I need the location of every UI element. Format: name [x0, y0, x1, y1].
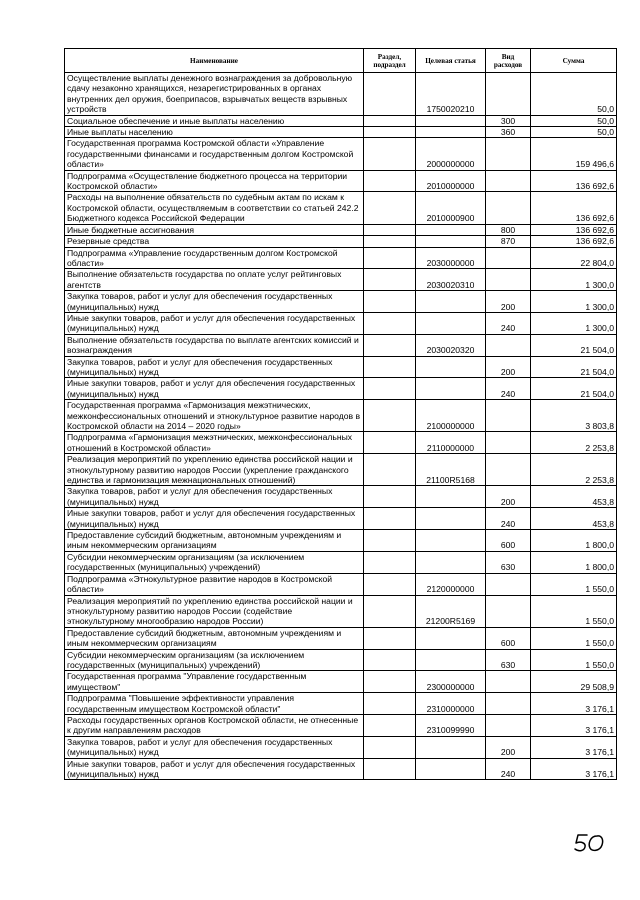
- table-header-row: [65, 49, 617, 73]
- table-row: [65, 714, 617, 736]
- table-row: [65, 170, 617, 192]
- cell-section: [364, 170, 416, 192]
- cell-section: [364, 356, 416, 378]
- cell-name: Подпрограмма «Осуществление бюджетного процесса на территории Костромской области»: [65, 170, 364, 192]
- cell-sum: 2 253,8: [531, 432, 617, 454]
- cell-name: Реализация мероприятий по укреплению единства российской нации и этнокультурному развитию народов России (укрепление гражданского единства и гармонизация межнациональных отношений): [65, 454, 364, 486]
- cell-expense: 240: [486, 312, 531, 334]
- cell-expense: [486, 573, 531, 595]
- table-row: [65, 508, 617, 530]
- cell-expense: 240: [486, 508, 531, 530]
- cell-section: [364, 454, 416, 486]
- table-row: [65, 312, 617, 334]
- cell-name: Иные закупки товаров, работ и услуг для обеспечения государственных (муниципальных) нужд: [65, 508, 364, 530]
- cell-sum: 159 496,6: [531, 138, 617, 170]
- header-target: Целевая статья: [416, 49, 486, 73]
- cell-target: [416, 115, 486, 126]
- cell-name: Подпрограмма «Управление государственным долгом Костромской области»: [65, 247, 364, 269]
- cell-name: Социальное обеспечение и иные выплаты населению: [65, 115, 364, 126]
- cell-name: Предоставление субсидий бюджетным, автономным учреждениям и иным некоммерческим организациям: [65, 530, 364, 552]
- cell-name: Подпрограмма «Этнокультурное развитие народов в Костромской области»: [65, 573, 364, 595]
- table-row: [65, 551, 617, 573]
- cell-sum: 21 504,0: [531, 378, 617, 400]
- cell-sum: 1 550,0: [531, 627, 617, 649]
- table-row: [65, 486, 617, 508]
- cell-target: [416, 758, 486, 780]
- cell-expense: [486, 247, 531, 269]
- cell-target: 2030000000: [416, 247, 486, 269]
- cell-section: [364, 671, 416, 693]
- cell-section: [364, 247, 416, 269]
- cell-sum: 453,8: [531, 508, 617, 530]
- cell-sum: 2 253,8: [531, 454, 617, 486]
- cell-name: Государственная программа Костромской области «Управление государственными финансами и государственным долгом Костромской области»: [65, 138, 364, 170]
- cell-expense: 630: [486, 649, 531, 671]
- cell-sum: 1 800,0: [531, 551, 617, 573]
- cell-name: Осуществление выплаты денежного вознаграждения за добровольную сдачу незаконно хранящихся, незарегистрированных в органах внутренних дел оружия, боеприпасов, взрывчатых веществ взрывных устройств: [65, 73, 364, 116]
- table-row: [65, 573, 617, 595]
- cell-name: Государственная программа «Гармонизация межэтнических, межконфессиональных отношений и этнокультурное развитие народов в Костромской области на 2014 – 2020 годы»: [65, 400, 364, 432]
- cell-name: Предоставление субсидий бюджетным, автономным учреждениям и иным некоммерческим организациям: [65, 627, 364, 649]
- table-row: [65, 671, 617, 693]
- cell-target: [416, 236, 486, 247]
- table-row: [65, 236, 617, 247]
- cell-expense: [486, 714, 531, 736]
- cell-sum: 1 550,0: [531, 595, 617, 627]
- cell-expense: 630: [486, 551, 531, 573]
- cell-expense: 870: [486, 236, 531, 247]
- cell-target: 2010000900: [416, 192, 486, 224]
- cell-sum: 29 508,9: [531, 671, 617, 693]
- table-row: [65, 432, 617, 454]
- cell-sum: 3 803,8: [531, 400, 617, 432]
- table-row: [65, 356, 617, 378]
- table-row: [65, 247, 617, 269]
- cell-section: [364, 432, 416, 454]
- cell-target: 2030020320: [416, 334, 486, 356]
- table-row: [65, 73, 617, 116]
- cell-expense: 200: [486, 356, 531, 378]
- cell-section: [364, 736, 416, 758]
- cell-section: [364, 486, 416, 508]
- cell-sum: 1 300,0: [531, 291, 617, 313]
- cell-expense: [486, 73, 531, 116]
- cell-section: [364, 127, 416, 138]
- header-sum: Сумма: [531, 49, 617, 73]
- table-row: [65, 530, 617, 552]
- cell-expense: [486, 269, 531, 291]
- cell-name: Субсидии некоммерческим организациям (за исключением государственных (муниципальных) учреждений): [65, 551, 364, 573]
- cell-name: Закупка товаров, работ и услуг для обеспечения государственных (муниципальных) нужд: [65, 736, 364, 758]
- cell-target: [416, 508, 486, 530]
- cell-target: 2030020310: [416, 269, 486, 291]
- cell-sum: 3 176,1: [531, 758, 617, 780]
- cell-name: Подпрограмма «Гармонизация межэтнических, межконфессиональных отношений в Костромской области»: [65, 432, 364, 454]
- cell-sum: 21 504,0: [531, 334, 617, 356]
- cell-expense: 600: [486, 627, 531, 649]
- budget-table: [64, 48, 617, 780]
- cell-name: Иные закупки товаров, работ и услуг для обеспечения государственных (муниципальных) нужд: [65, 758, 364, 780]
- cell-expense: [486, 671, 531, 693]
- cell-section: [364, 530, 416, 552]
- cell-sum: 3 176,1: [531, 736, 617, 758]
- cell-name: Расходы государственных органов Костромской области, не отнесенные к другим направлениям расходов: [65, 714, 364, 736]
- cell-expense: 300: [486, 115, 531, 126]
- cell-section: [364, 138, 416, 170]
- cell-name: Резервные средства: [65, 236, 364, 247]
- cell-expense: 600: [486, 530, 531, 552]
- cell-target: 2010000000: [416, 170, 486, 192]
- table-row: [65, 736, 617, 758]
- header-section: Раздел, подраздел: [364, 49, 416, 73]
- cell-target: [416, 356, 486, 378]
- cell-target: [416, 649, 486, 671]
- cell-sum: 1 300,0: [531, 269, 617, 291]
- cell-expense: 360: [486, 127, 531, 138]
- table-row: [65, 138, 617, 170]
- cell-sum: 136 692,6: [531, 170, 617, 192]
- cell-name: Выполнение обязательств государства по выплате агентских комиссий и вознаграждения: [65, 334, 364, 356]
- cell-target: [416, 378, 486, 400]
- table-row: [65, 224, 617, 235]
- cell-target: [416, 736, 486, 758]
- cell-expense: 200: [486, 486, 531, 508]
- table-row: [65, 400, 617, 432]
- cell-section: [364, 378, 416, 400]
- cell-sum: 136 692,6: [531, 192, 617, 224]
- cell-expense: [486, 693, 531, 715]
- cell-section: [364, 236, 416, 247]
- cell-target: 2310000000: [416, 693, 486, 715]
- cell-name: Государственная программа "Управление государственным имуществом": [65, 671, 364, 693]
- cell-expense: 200: [486, 736, 531, 758]
- cell-section: [364, 400, 416, 432]
- cell-section: [364, 649, 416, 671]
- cell-section: [364, 269, 416, 291]
- cell-target: 2100000000: [416, 400, 486, 432]
- table-row: [65, 334, 617, 356]
- cell-name: Иные закупки товаров, работ и услуг для обеспечения государственных (муниципальных) нужд: [65, 312, 364, 334]
- table-row: [65, 627, 617, 649]
- cell-sum: 453,8: [531, 486, 617, 508]
- cell-expense: [486, 170, 531, 192]
- table-row: [65, 758, 617, 780]
- cell-name: Реализация мероприятий по укреплению единства российской нации и этнокультурному развитию народов России (содействие этнокультурному многообразию народов России): [65, 595, 364, 627]
- cell-sum: 1 800,0: [531, 530, 617, 552]
- cell-expense: 800: [486, 224, 531, 235]
- handwritten-page-number: [573, 832, 609, 854]
- cell-name: Закупка товаров, работ и услуг для обеспечения государственных (муниципальных) нужд: [65, 291, 364, 313]
- cell-target: 2110000000: [416, 432, 486, 454]
- cell-expense: [486, 400, 531, 432]
- cell-target: 2120000000: [416, 573, 486, 595]
- cell-sum: 1 550,0: [531, 649, 617, 671]
- cell-target: 21100R5168: [416, 454, 486, 486]
- cell-sum: 21 504,0: [531, 356, 617, 378]
- cell-name: Закупка товаров, работ и услуг для обеспечения государственных (муниципальных) нужд: [65, 486, 364, 508]
- cell-target: 2300000000: [416, 671, 486, 693]
- cell-name: Иные закупки товаров, работ и услуг для обеспечения государственных (муниципальных) нужд: [65, 378, 364, 400]
- cell-section: [364, 627, 416, 649]
- cell-name: Субсидии некоммерческим организациям (за исключением государственных (муниципальных) учреждений): [65, 649, 364, 671]
- cell-section: [364, 115, 416, 126]
- cell-target: [416, 312, 486, 334]
- table-row: [65, 649, 617, 671]
- cell-section: [364, 551, 416, 573]
- cell-expense: [486, 334, 531, 356]
- cell-section: [364, 714, 416, 736]
- cell-expense: [486, 192, 531, 224]
- cell-expense: 200: [486, 291, 531, 313]
- cell-sum: 50,0: [531, 73, 617, 116]
- header-name: Наименование: [65, 49, 364, 73]
- cell-section: [364, 192, 416, 224]
- cell-section: [364, 291, 416, 313]
- cell-sum: 1 550,0: [531, 573, 617, 595]
- cell-sum: 136 692,6: [531, 236, 617, 247]
- table-row: [65, 291, 617, 313]
- cell-target: [416, 530, 486, 552]
- cell-expense: 240: [486, 378, 531, 400]
- cell-target: 2310099990: [416, 714, 486, 736]
- cell-section: [364, 573, 416, 595]
- cell-sum: 3 176,1: [531, 714, 617, 736]
- cell-section: [364, 224, 416, 235]
- table-row: [65, 127, 617, 138]
- table-body: [65, 73, 617, 780]
- table-row: [65, 693, 617, 715]
- cell-target: [416, 627, 486, 649]
- table-row: [65, 378, 617, 400]
- cell-section: [364, 312, 416, 334]
- cell-expense: [486, 432, 531, 454]
- cell-name: Подпрограмма "Повышение эффективности управления государственным имуществом Костромской области": [65, 693, 364, 715]
- cell-name: Закупка товаров, работ и услуг для обеспечения государственных (муниципальных) нужд: [65, 356, 364, 378]
- cell-target: [416, 486, 486, 508]
- cell-section: [364, 508, 416, 530]
- table-row: [65, 192, 617, 224]
- cell-section: [364, 595, 416, 627]
- cell-sum: 50,0: [531, 115, 617, 126]
- cell-sum: 1 300,0: [531, 312, 617, 334]
- cell-target: 1750020210: [416, 73, 486, 116]
- cell-expense: 240: [486, 758, 531, 780]
- cell-sum: 50,0: [531, 127, 617, 138]
- cell-name: Расходы на выполнение обязательств по судебным актам по искам к Костромской области, осуществляемым в соответствии со статьей 242.2 Бюджетного кодекса Российской Федерации: [65, 192, 364, 224]
- table-row: [65, 595, 617, 627]
- table-row: [65, 269, 617, 291]
- cell-name: Иные выплаты населению: [65, 127, 364, 138]
- cell-expense: [486, 138, 531, 170]
- cell-section: [364, 758, 416, 780]
- cell-target: [416, 291, 486, 313]
- cell-expense: [486, 595, 531, 627]
- cell-expense: [486, 454, 531, 486]
- cell-section: [364, 73, 416, 116]
- table-row: [65, 454, 617, 486]
- cell-name: Выполнение обязательств государства по оплате услуг рейтинговых агентств: [65, 269, 364, 291]
- cell-section: [364, 693, 416, 715]
- cell-target: [416, 224, 486, 235]
- cell-section: [364, 334, 416, 356]
- table-row: [65, 115, 617, 126]
- cell-name: Иные бюджетные ассигнования: [65, 224, 364, 235]
- cell-target: 2000000000: [416, 138, 486, 170]
- cell-sum: 3 176,1: [531, 693, 617, 715]
- cell-target: 21200R5169: [416, 595, 486, 627]
- cell-target: [416, 551, 486, 573]
- header-expense: Вид расходов: [486, 49, 531, 73]
- cell-sum: 22 804,0: [531, 247, 617, 269]
- cell-target: [416, 127, 486, 138]
- cell-sum: 136 692,6: [531, 224, 617, 235]
